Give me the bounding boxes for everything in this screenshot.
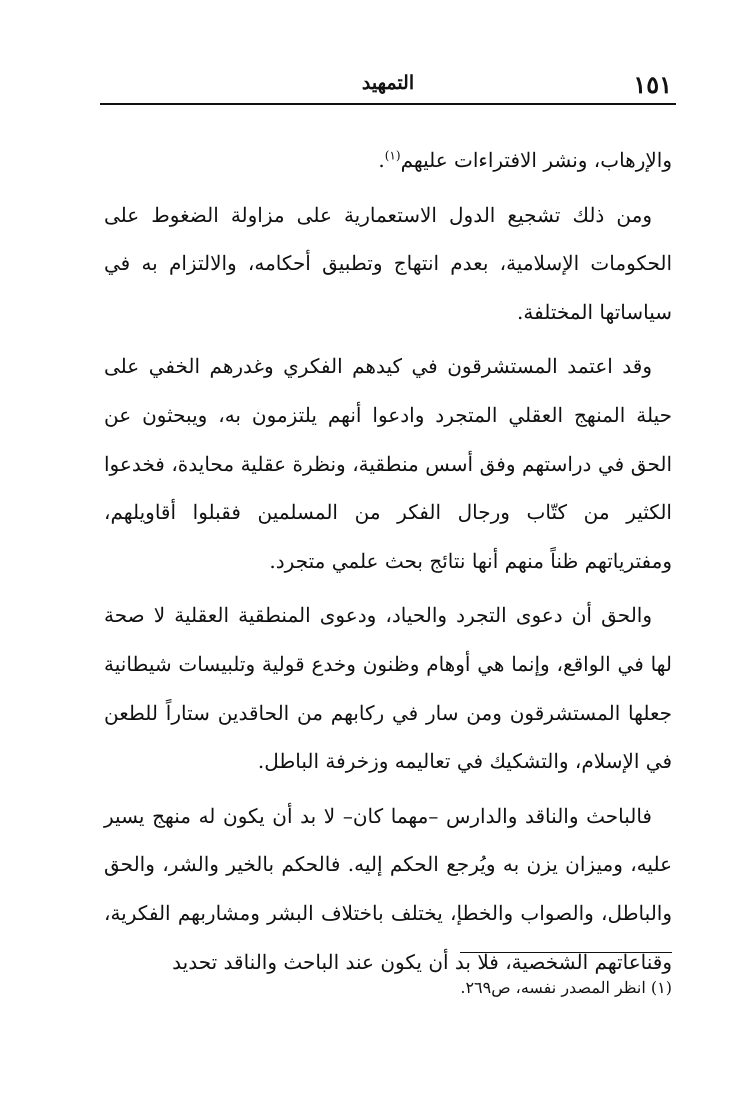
paragraph-4: والحق أن دعوى التجرد والحياد، ودعوى المنطقية العقلية لا صحة لها في الواقع، وإنما هي أوهام وظنون وخدع قولية وتلبيسات شيطانية جعلها المستشرقون ومن سار في ركابهم من الحاقدين ستاراً للطعن في الإسلام، والتشكيك في تعاليمه وزخرفة الباطل. bbox=[104, 603, 672, 774]
running-title: التمهيد bbox=[361, 72, 415, 94]
paragraph-1 bbox=[104, 136, 672, 185]
page-number: ١٥١ bbox=[633, 70, 672, 99]
header-rule bbox=[100, 103, 676, 105]
paragraph-1-text: والإرهاب، ونشر الافتراءات عليهم bbox=[400, 148, 672, 172]
paragraph-1-end: . bbox=[378, 148, 385, 172]
paragraph-5: فالباحث والناقد والدارس –مهما كان– لا بد أن يكون له منهج يسير عليه، وميزان يزن به ويُرجع الحكم إليه. فالحكم بالخير والشر، والحق والباطل، والصواب والخطإ، يختلف باختلاف البشر ومشاربهم الفكرية، وقناعاتهم الشخصية، فلا بد أن يكون عند الباحث والناقد تحديد bbox=[104, 803, 672, 974]
footnote-ref: (١) bbox=[384, 148, 401, 163]
paragraph-2: ومن ذلك تشجيع الدول الاستعمارية على مزاولة الضغوط على الحكومات الإسلامية، بعدم انتهاج وتطبيق أحكامه، والالتزام به في سياساتها المختلفة. bbox=[104, 202, 672, 324]
paragraph-3: وقد اعتمد المستشرقون في كيدهم الفكري وغدرهم الخفي على حيلة المنهج العقلي المتجرد وادعوا أنهم يلتزمون به، ويبحثون عن الحق في دراستهم وفق أسس منطقية، ونظرة عقلية محايدة، فخدعوا الكثير من كتّاب ورجال الفكر من المسلمين فقبلوا أقاويلهم، ومفترياتهم ظناً منهم أنها نتائج بحث علمي متجرد. bbox=[104, 354, 672, 573]
footnote-separator bbox=[460, 952, 672, 953]
page-header bbox=[100, 68, 676, 102]
footnote: (١) انظر المصدر نفسه، ص٢٦٩. bbox=[460, 978, 672, 997]
body-text bbox=[104, 136, 672, 992]
